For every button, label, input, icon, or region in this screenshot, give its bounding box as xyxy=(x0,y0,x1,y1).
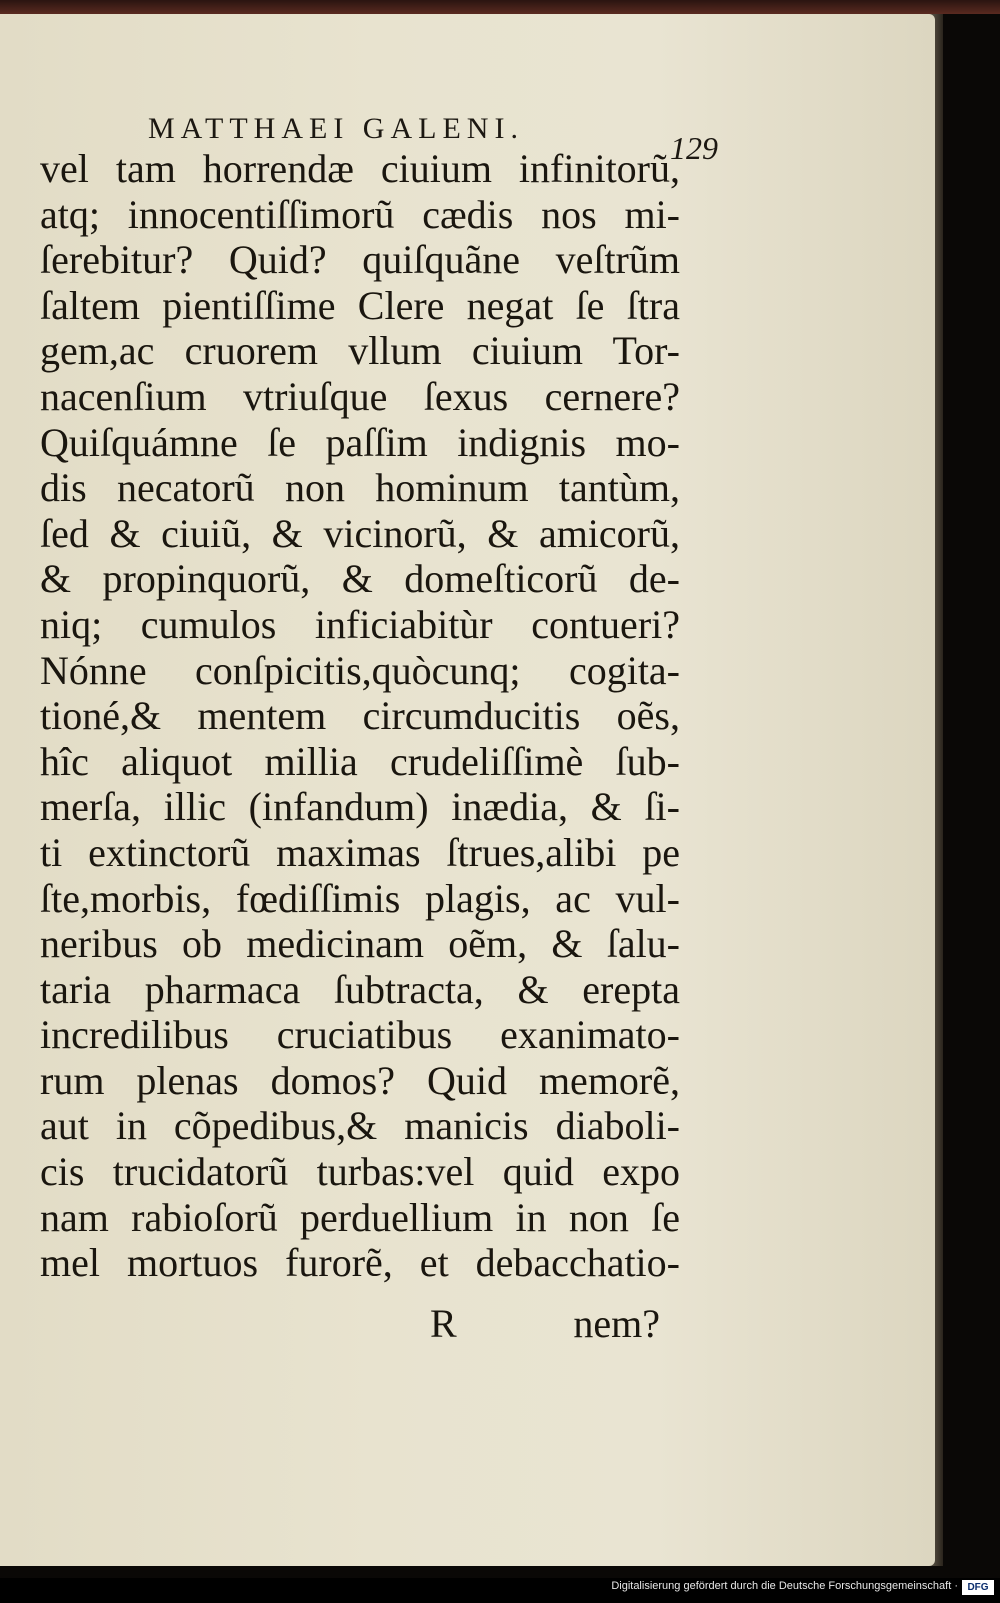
text-line: nam rabioſorũ perduellium in non ſe xyxy=(40,1194,680,1240)
text-line: nacenſium vtriuſque ſexus cernere? xyxy=(40,373,680,419)
running-head: MATTHAEI GALENI. xyxy=(148,112,524,145)
text-line: ti extinctorũ maximas ſtrues,alibi pe xyxy=(40,829,680,875)
catchword: nem? xyxy=(573,1301,660,1346)
catchword-line xyxy=(430,1300,660,1350)
text-line: ſed & ciuiũ, & vicinorũ, & amicorũ, xyxy=(40,510,680,556)
digitization-credit: Digitalisierung gefördert durch die Deutsche Forschungsgemeinschaft · xyxy=(611,1580,958,1592)
signature-mark: R xyxy=(430,1301,457,1346)
text-line: hîc aliquot millia crudeliſſimè ſub- xyxy=(40,738,680,784)
text-line: cis trucidatorũ turbas:vel quid expo xyxy=(40,1149,680,1195)
dfg-logo: DFG xyxy=(962,1580,994,1595)
text-line: ſerebitur? Quid? quiſquãne veſtrũm xyxy=(40,237,680,283)
text-line: incredilibus cruciatibus exanimato- xyxy=(40,1012,680,1058)
text-line: gem,ac cruorem vllum ciuium Tor- xyxy=(40,328,680,374)
text-line: vel tam horrendæ ciuium infinitorũ, xyxy=(40,146,680,191)
text-line: Nónne conſpicitis,quòcunq; cogita- xyxy=(40,647,680,693)
text-line: rum plenas domos? Quid memorẽ, xyxy=(40,1057,680,1103)
text-line: neribus ob medicinam oẽm, & ſalu- xyxy=(40,921,680,967)
binding-edge xyxy=(0,0,1000,14)
text-line: niq; cumulos inficiabitùr contueri? xyxy=(40,601,680,647)
text-line: mel mortuos furorẽ, et debacchatio- xyxy=(40,1240,680,1286)
text-line: ſte,morbis, fœdiſſimis plagis, ac vul- xyxy=(40,875,680,921)
text-line: tioné,& mentem circumducitis oẽs, xyxy=(40,693,680,739)
text-line: dis necatorũ non hominum tantùm, xyxy=(40,465,680,511)
text-line: Quiſquámne ſe paſſim indignis mo- xyxy=(40,419,680,465)
body-text xyxy=(40,146,680,1286)
text-line: & propinquorũ, & domeſticorũ de- xyxy=(40,556,680,602)
text-line: ſaltem pientiſſime Clere negat ſe ſtra xyxy=(40,282,680,328)
text-line: taria pharmaca ſubtracta, & erepta xyxy=(40,966,680,1012)
page-number: 129 xyxy=(670,130,718,166)
text-line: merſa, illic (infandum) inædia, & ſi- xyxy=(40,784,680,830)
text-line: atq; innocentiſſimorũ cædis nos mi- xyxy=(40,191,680,237)
text-line: aut in cõpedibus,& manicis diaboli- xyxy=(40,1103,680,1149)
